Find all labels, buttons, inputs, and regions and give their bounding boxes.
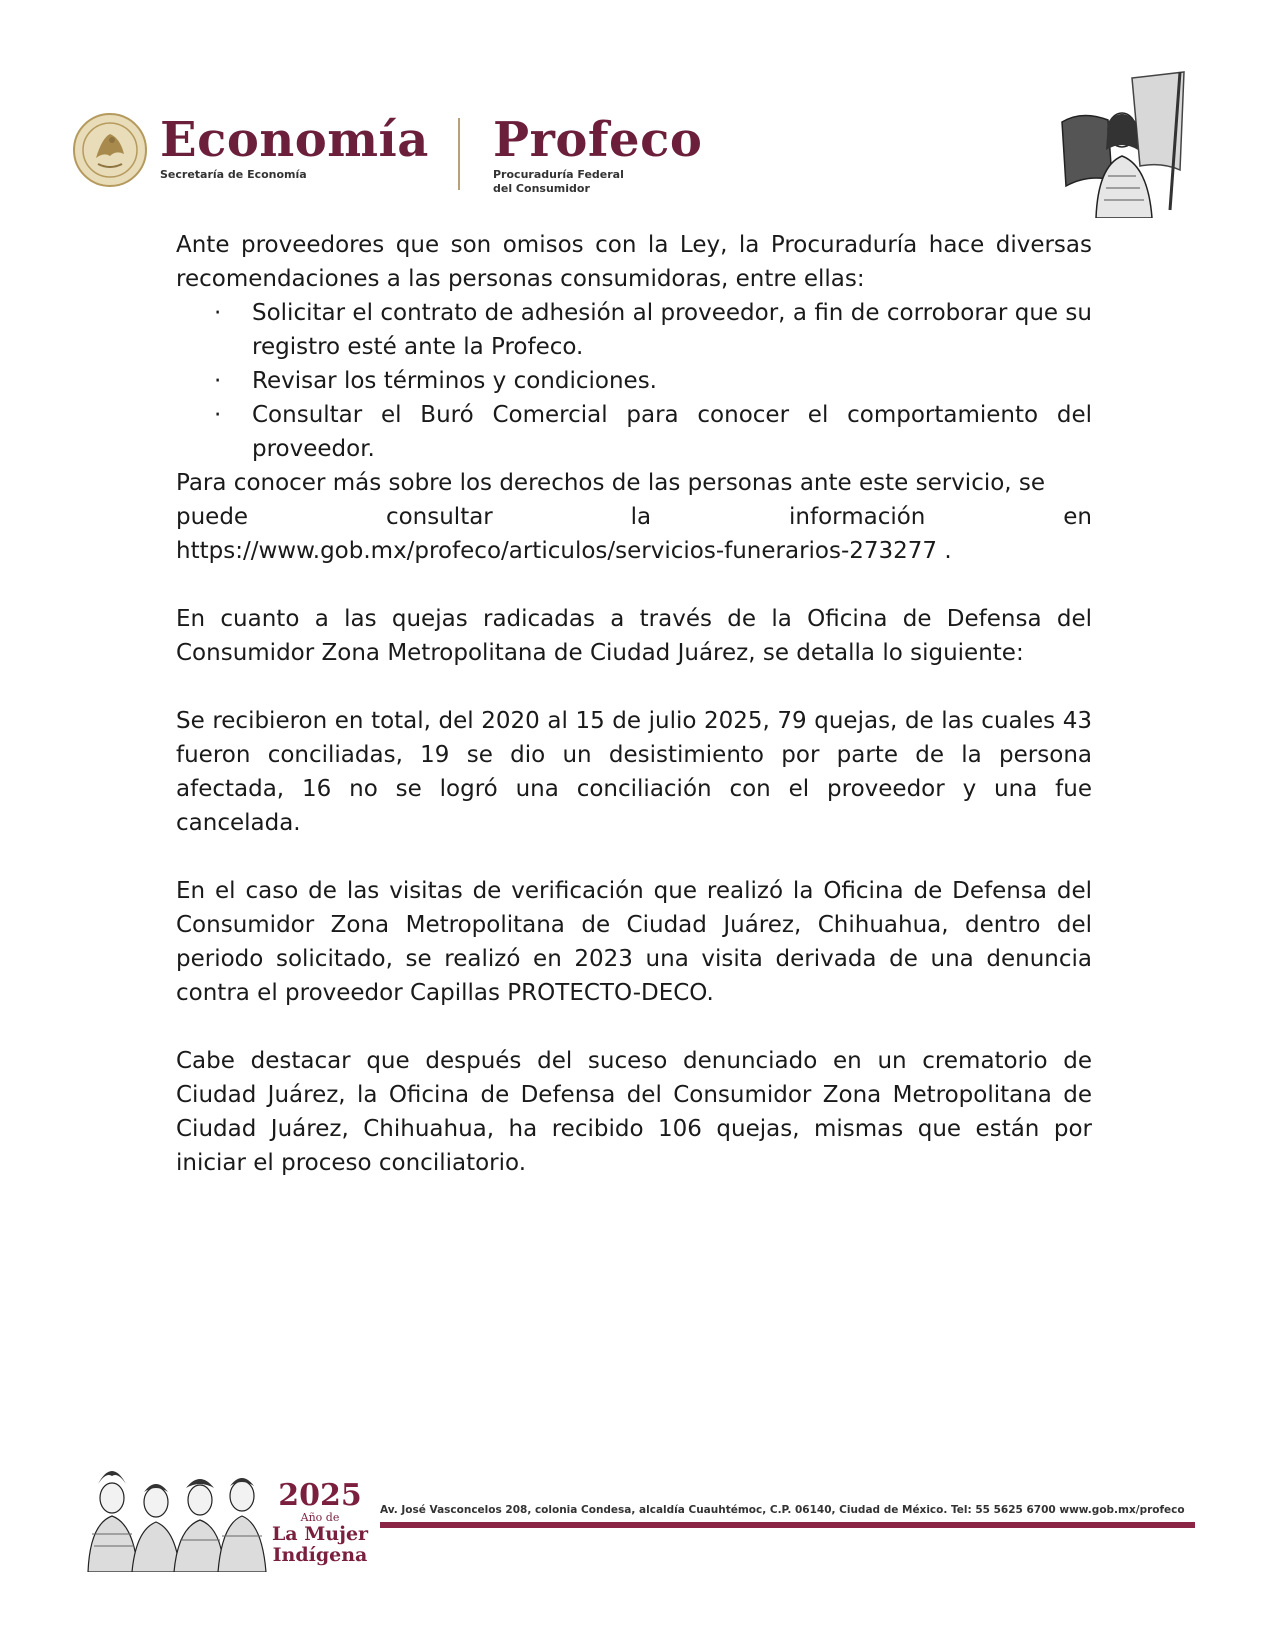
letter-footer: [0, 1440, 1275, 1580]
letter-body: [176, 228, 1092, 1180]
logo-divider: [458, 118, 460, 190]
more-info-word: en: [1063, 504, 1092, 530]
economia-subtitle: Secretaría de Economía: [160, 168, 307, 181]
more-info-line1: Para conocer más sobre los derechos de las personas ante este servicio, se: [176, 470, 1046, 496]
year-title-line1: La Mujer: [271, 1523, 369, 1545]
verification-paragraph: En el caso de las visitas de verificación que realizó la Oficina de Defensa del Consumidor Zona Metropolitana de Ciudad Juárez, Chihuahua, dentro del periodo solicitado, se realizó en 2023 una visita derivada de una denuncia contra el proveedor Capillas PROTECTO-DECO.: [176, 878, 1092, 1006]
more-info-word: puede: [176, 504, 249, 530]
indigenous-women-icon: [82, 1454, 267, 1572]
more-info-paragraph: [176, 466, 1092, 568]
year-subtitle: Año de: [300, 1511, 340, 1524]
coat-of-arms-seal-icon: [72, 112, 148, 188]
profeco-logo: [493, 112, 702, 196]
footer-address: Av. José Vasconcelos 208, colonia Condesa, alcaldía Cuauhtémoc, C.P. 06140, Ciudad de México. Tel: 55 5625 6700 www.gob.mx/profeco: [380, 1504, 1185, 1516]
more-info-word: información: [789, 504, 926, 530]
economia-logo: [160, 112, 429, 182]
intro-paragraph: Ante proveedores que son omisos con la Ley, la Procuraduría hace diversas recomendaciones a las personas consumidoras, entre ellas:: [176, 232, 1092, 292]
profeco-subtitle-line2: del Consumidor: [493, 182, 590, 195]
recommendation-text: Consultar el Buró Comercial para conocer el comportamiento del proveedor.: [252, 402, 1092, 462]
bullet-icon: ·: [214, 402, 222, 428]
profeco-title: Profeco: [493, 112, 703, 168]
complaints-detail-paragraph: Se recibieron en total, del 2020 al 15 de julio 2025, 79 quejas, de las cuales 43 fueron conciliadas, 19 se dio un desistimiento por parte de la persona afectada, 16 no se logró una conciliación con el proveedor y una fue cancelada.: [176, 708, 1092, 836]
recommendations-list: [176, 296, 1092, 466]
more-info-word: la: [630, 504, 652, 530]
list-item: [176, 296, 1092, 364]
woman-with-flag-icon: [1052, 70, 1192, 218]
economia-title: Economía: [160, 112, 429, 168]
year-logo: [270, 1480, 370, 1566]
more-info-line2: [176, 500, 1092, 534]
bullet-icon: ·: [214, 300, 222, 326]
bullet-icon: ·: [214, 368, 222, 394]
year-number: 2025: [278, 1478, 362, 1513]
list-item: [176, 398, 1092, 466]
recommendation-text: Solicitar el contrato de adhesión al proveedor, a fin de corroborar que su registro esté ante la Profeco.: [252, 300, 1092, 360]
profeco-subtitle-line1: Procuraduría Federal: [493, 168, 624, 181]
year-title-line2: Indígena: [272, 1544, 368, 1566]
list-item: [176, 364, 1092, 398]
profeco-url-link[interactable]: https://www.gob.mx/profeco/articulos/servicios-funerarios-273277 .: [176, 538, 952, 564]
recommendation-text: Revisar los términos y condiciones.: [252, 368, 657, 394]
closing-paragraph: Cabe destacar que después del suceso denunciado en un crematorio de Ciudad Juárez, la Oficina de Defensa del Consumidor Zona Metropolitana de Ciudad Juárez, Chihuahua, ha recibido 106 quejas, mismas que están por iniciar el proceso conciliatorio.: [176, 1048, 1092, 1176]
more-info-word: consultar: [385, 504, 493, 530]
complaints-intro-paragraph: En cuanto a las quejas radicadas a través de la Oficina de Defensa del Consumidor Zona Metropolitana de Ciudad Juárez, se detalla lo siguiente:: [176, 606, 1092, 666]
letterhead: [0, 0, 1275, 220]
footer-bar: [380, 1522, 1195, 1528]
